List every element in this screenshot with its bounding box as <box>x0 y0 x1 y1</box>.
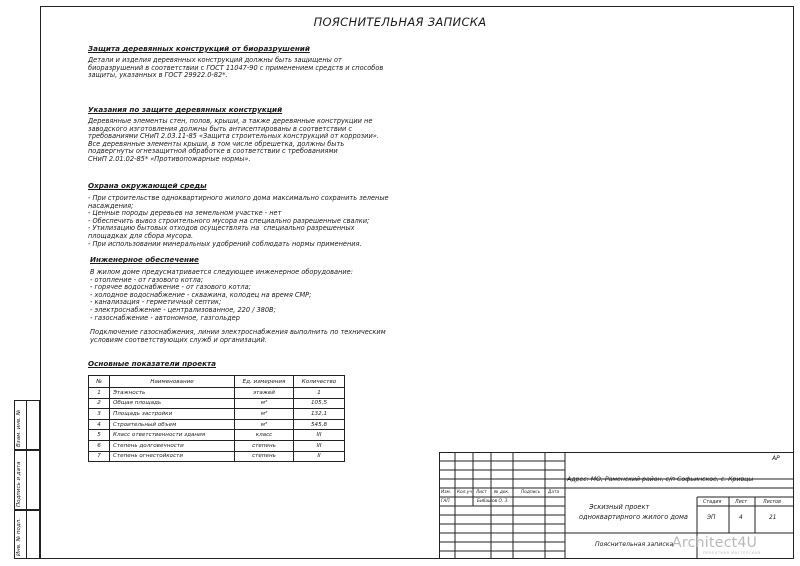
stamp-role: ГАП <box>441 499 450 504</box>
section-heading-wood-instructions: Указания по защите деревянных конструкций <box>88 105 283 114</box>
stage-header: Стадия <box>703 500 722 505</box>
architect4u-tagline: ПРОЕКТНАЯ МАСТЕРСКАЯ <box>703 551 761 555</box>
section-heading-wood-protection: Защита деревянных конструкций от биоразрушений <box>88 44 310 53</box>
table-row <box>89 409 345 420</box>
table-cell: Класс ответственности здания <box>110 430 235 441</box>
side-stamp-replacement <box>14 400 40 450</box>
side-stamp-label: Инв. № подл. <box>16 518 22 556</box>
table-cell: 2 <box>89 398 110 409</box>
indicators-table <box>88 375 345 462</box>
stamp-col-header: Дата <box>548 490 560 495</box>
table-row <box>89 388 345 399</box>
section-text-environment: - При строительстве одноквартирного жилого дома максимально сохранить зеленые насаждения; - Ценные породы деревьев на земельном участке - нет - Обеспечить вывоз строительного мусора на специально разрешенные свалки; - Утилизацию бытовых отходов осуществлять на специально разрешенных площадках для сбора мусора. - При использовании минеральных удобрений соблюдать нормы применения. <box>88 194 389 248</box>
table-cell: Этажность <box>110 388 235 399</box>
table-row <box>89 430 345 441</box>
table-header: Наименование <box>110 376 235 388</box>
table-row <box>89 419 345 430</box>
table-cell: степень <box>235 451 294 462</box>
side-stamp-label: Взам. инв. № <box>16 409 22 447</box>
stamp-col-header: № док. <box>494 490 510 495</box>
table-row <box>89 451 345 462</box>
table-cell: III <box>294 430 345 441</box>
table-cell: Степень огнестойкости <box>110 451 235 462</box>
table-cell: 132,1 <box>294 409 345 420</box>
sheet-name: Пояснительная записка <box>595 541 674 548</box>
table-cell: м² <box>235 398 294 409</box>
table-cell: Строительный объем <box>110 419 235 430</box>
side-stamp-signature <box>14 450 40 510</box>
table-cell: 5 <box>89 430 110 441</box>
table-cell: м³ <box>235 419 294 430</box>
stamp-col-header: Изм. <box>441 490 452 495</box>
side-stamp-label: Подпись и дата <box>16 461 22 507</box>
table-cell: Степень долговечности <box>110 440 235 451</box>
table-cell: 3 <box>89 409 110 420</box>
section-text-wood-protection: Детали и изделия деревянных конструкций должны быть защищены от биоразрушений в соответствии с ГОСТ 11047-90 с применением средств и способов защиты, указанных в ГОСТ 29922.0-82*. <box>88 56 384 80</box>
stamp-col-header: Лист <box>476 490 487 495</box>
project-address: Адрес: МО, Раменский район, с/п Софьинское, с. Кривцы <box>567 476 754 483</box>
stamp-person: Бибашов О. З. <box>477 499 509 504</box>
table-cell: 1 <box>89 388 110 399</box>
table-cell: м² <box>235 409 294 420</box>
architect4u-logo: Architect4U <box>672 535 758 551</box>
table-cell: II <box>294 451 345 462</box>
project-name-line1: Эскизный проект <box>589 503 650 511</box>
table-cell: этажей <box>235 388 294 399</box>
table-header-row <box>89 376 345 388</box>
section-heading-indicators: Основные показатели проекта <box>88 359 216 368</box>
page-title: ПОЯСНИТЕЛЬНАЯ ЗАПИСКА <box>313 15 487 29</box>
stamp-col-header: Подпись <box>521 490 541 495</box>
sheets-header: Листов <box>763 500 781 505</box>
table-header: Количество <box>294 376 345 388</box>
stamp-col-header: Кол.уч <box>457 490 472 495</box>
table-cell: 6 <box>89 440 110 451</box>
table-cell: 1 <box>294 388 345 399</box>
table-cell: класс <box>235 430 294 441</box>
section-heading-environment: Охрана окружающей среды <box>88 181 207 190</box>
side-stamp-inventory <box>14 510 40 559</box>
project-name-line2: одноквартирного жилого дома <box>579 513 688 521</box>
table-header: № <box>89 376 110 388</box>
table-cell: степень <box>235 440 294 451</box>
table-cell: Площадь застройки <box>110 409 235 420</box>
table-row <box>89 440 345 451</box>
table-row <box>89 398 345 409</box>
table-header: Ед. измерения <box>235 376 294 388</box>
section-text-wood-instructions: Деревянные элементы стен, полов, крыши, а также деревянные конструкции не заводского изготовления должны быть антисептированы в соответствии с требованиями СНиП 2.03.11-85 «Защита строительных конструкций от коррозии». Все деревянные элементы крыши, в том числе обрешетка, должны быть подвергнуты огнезащитной обработке в соответствии с требованиями СНиП 2.01.02-85* «Противопожарные нормы». <box>88 117 379 163</box>
sheet-header: Лист <box>735 500 748 505</box>
table-cell: 105,5 <box>294 398 345 409</box>
section-heading-engineering: Инженерное обеспечение <box>90 255 199 264</box>
section-text-engineering: В жилом доме предусматривается следующее инженерное оборудование: - отопление - от газового котла; - горячее водоснабжение - от газового котла; - холодное водоснабжение - скважина, колодец на время СМР; - канализация - герметичный септик; - электроснабжение - централизованное, 220 / 380В; - газоснабжение - автономное, газгольдер <box>90 268 353 322</box>
table-cell: 545,8 <box>294 419 345 430</box>
table-cell: 4 <box>89 419 110 430</box>
sheets-total: 21 <box>769 515 777 521</box>
table-cell: III <box>294 440 345 451</box>
section-text-engineering-note: Подключение газоснабжения, линии электроснабжения выполнить по техническим условиям соответствующих служб и организаций. <box>90 328 386 344</box>
sheet-number: 4 <box>739 515 743 521</box>
table-cell: 7 <box>89 451 110 462</box>
project-code: АР <box>772 455 780 462</box>
stage-value: ЭП <box>707 515 716 521</box>
table-cell: Общая площадь <box>110 398 235 409</box>
